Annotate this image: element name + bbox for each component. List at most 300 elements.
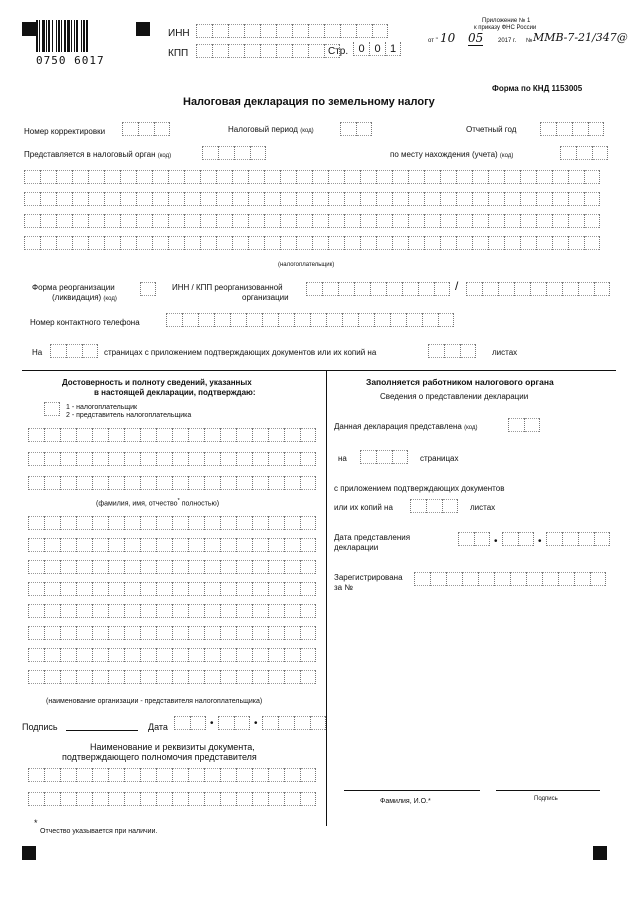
entry-cell[interactable] (520, 170, 536, 184)
entry-cell[interactable] (66, 344, 82, 358)
entry-cell[interactable] (268, 538, 284, 552)
entry-cell[interactable] (280, 236, 296, 250)
entry-cell[interactable] (392, 236, 408, 250)
entry-cell[interactable] (156, 648, 172, 662)
entry-cell[interactable] (280, 170, 296, 184)
entry-cell[interactable] (594, 532, 610, 546)
kpp-cells[interactable] (196, 44, 340, 58)
taxpayer-name-row[interactable] (24, 170, 600, 184)
entry-cell[interactable] (188, 670, 204, 684)
entry-cell[interactable] (308, 24, 324, 38)
entry-cell[interactable] (424, 236, 440, 250)
entry-cell[interactable] (140, 538, 156, 552)
entry-cell[interactable] (250, 146, 266, 160)
entry-cell[interactable] (92, 560, 108, 574)
entry-cell[interactable] (456, 236, 472, 250)
date-day-cells[interactable] (174, 716, 206, 730)
entry-cell[interactable] (558, 572, 574, 586)
entry-cell[interactable] (440, 170, 456, 184)
entry-cell[interactable] (340, 24, 356, 38)
entry-cell[interactable] (328, 236, 344, 250)
entry-cell[interactable] (508, 418, 524, 432)
entry-cell[interactable] (140, 282, 156, 296)
entry-cell[interactable] (462, 572, 478, 586)
entry-cell[interactable] (438, 313, 454, 327)
entry-cell[interactable] (184, 170, 200, 184)
entry-cell[interactable] (92, 768, 108, 782)
entry-cell[interactable] (236, 560, 252, 574)
entry-cell[interactable] (280, 192, 296, 206)
entry-cell[interactable] (414, 572, 430, 586)
entry-cell[interactable] (358, 313, 374, 327)
entry-cell[interactable] (360, 192, 376, 206)
entry-cell[interactable] (284, 670, 300, 684)
reorg-form-cells[interactable] (140, 282, 156, 296)
entry-cell[interactable] (278, 313, 294, 327)
entry-cell[interactable] (502, 532, 518, 546)
entry-cell[interactable] (530, 282, 546, 296)
entry-cell[interactable] (520, 192, 536, 206)
entry-cell[interactable] (252, 626, 268, 640)
entry-cell[interactable] (424, 214, 440, 228)
entry-cell[interactable] (546, 282, 562, 296)
entry-cell[interactable] (234, 146, 250, 160)
entry-cell[interactable] (190, 716, 206, 730)
entry-cell[interactable] (268, 768, 284, 782)
entry-cell[interactable] (108, 648, 124, 662)
entry-cell[interactable] (572, 122, 588, 136)
entry-cell[interactable] (220, 626, 236, 640)
entry-cell[interactable] (584, 192, 600, 206)
entry-cell[interactable] (76, 792, 92, 806)
entry-cell[interactable] (328, 170, 344, 184)
entry-cell[interactable] (326, 313, 342, 327)
entry-cell[interactable] (174, 716, 190, 730)
entry-cell[interactable] (252, 476, 268, 490)
entry-cell[interactable] (108, 582, 124, 596)
entry-cell[interactable] (310, 313, 326, 327)
entry-cell[interactable] (408, 170, 424, 184)
entry-cell[interactable] (428, 344, 444, 358)
entry-cell[interactable] (44, 560, 60, 574)
entry-cell[interactable] (44, 648, 60, 662)
entry-cell[interactable] (560, 146, 576, 160)
entry-cell[interactable] (536, 170, 552, 184)
entry-cell[interactable] (220, 476, 236, 490)
entry-cell[interactable] (374, 313, 390, 327)
entry-cell[interactable] (172, 516, 188, 530)
fio-line[interactable] (344, 790, 480, 791)
entry-cell[interactable] (252, 792, 268, 806)
entry-cell[interactable] (552, 236, 568, 250)
entry-cell[interactable] (24, 192, 40, 206)
entry-cell[interactable] (60, 428, 76, 442)
entry-cell[interactable] (156, 560, 172, 574)
entry-cell[interactable] (92, 648, 108, 662)
entry-cell[interactable] (292, 24, 308, 38)
entry-cell[interactable] (252, 582, 268, 596)
entry-cell[interactable] (236, 516, 252, 530)
entry-cell[interactable] (156, 582, 172, 596)
entry-cell[interactable] (300, 604, 316, 618)
entry-cell[interactable] (360, 236, 376, 250)
entry-cell[interactable] (444, 344, 460, 358)
entry-cell[interactable] (200, 236, 216, 250)
entry-cell[interactable] (72, 192, 88, 206)
entry-cell[interactable] (518, 532, 534, 546)
correction-cells[interactable] (122, 122, 170, 136)
entry-cell[interactable] (212, 44, 228, 58)
entry-cell[interactable] (260, 44, 276, 58)
entry-cell[interactable] (360, 214, 376, 228)
entry-cell[interactable] (232, 192, 248, 206)
entry-cell[interactable] (198, 313, 214, 327)
entry-cell[interactable] (156, 792, 172, 806)
entry-cell[interactable] (28, 626, 44, 640)
org-row[interactable] (28, 670, 316, 684)
entry-cell[interactable] (370, 282, 386, 296)
entry-cell[interactable] (406, 313, 422, 327)
entry-cell[interactable] (196, 24, 212, 38)
entry-cell[interactable] (376, 192, 392, 206)
entry-cell[interactable] (264, 214, 280, 228)
entry-cell[interactable] (236, 626, 252, 640)
entry-cell[interactable] (152, 192, 168, 206)
entry-cell[interactable] (376, 170, 392, 184)
entry-cell[interactable] (124, 604, 140, 618)
entry-cell[interactable] (140, 582, 156, 596)
entry-cell[interactable] (392, 214, 408, 228)
entry-cell[interactable] (424, 170, 440, 184)
entry-cell[interactable] (60, 648, 76, 662)
entry-cell[interactable] (312, 236, 328, 250)
entry-cell[interactable] (308, 44, 324, 58)
entry-cell[interactable] (300, 648, 316, 662)
taxpayer-name-row[interactable] (24, 192, 600, 206)
entry-cell[interactable] (188, 428, 204, 442)
entry-cell[interactable] (138, 122, 154, 136)
entry-cell[interactable] (28, 648, 44, 662)
entry-cell[interactable] (204, 428, 220, 442)
entry-cell[interactable] (306, 282, 322, 296)
entry-cell[interactable] (76, 670, 92, 684)
entry-cell[interactable] (28, 476, 44, 490)
entry-cell[interactable] (262, 313, 278, 327)
tax-authority-cells[interactable] (202, 146, 266, 160)
entry-cell[interactable] (376, 450, 392, 464)
entry-cell[interactable] (590, 572, 606, 586)
entry-cell[interactable] (594, 282, 610, 296)
entry-cell[interactable] (152, 170, 168, 184)
entry-cell[interactable] (328, 214, 344, 228)
entry-cell[interactable] (262, 716, 278, 730)
entry-cell[interactable] (152, 214, 168, 228)
entry-cell[interactable] (108, 670, 124, 684)
entry-cell[interactable] (252, 516, 268, 530)
entry-cell[interactable] (236, 768, 252, 782)
entry-cell[interactable] (300, 516, 316, 530)
entry-cell[interactable] (28, 670, 44, 684)
entry-cell[interactable] (342, 313, 358, 327)
entry-cell[interactable] (440, 236, 456, 250)
entry-cell[interactable] (472, 192, 488, 206)
entry-cell[interactable] (236, 648, 252, 662)
entry-cell[interactable] (60, 516, 76, 530)
org-row[interactable] (28, 582, 316, 596)
entry-cell[interactable] (542, 572, 558, 586)
entry-cell[interactable] (156, 516, 172, 530)
entry-cell[interactable] (220, 560, 236, 574)
entry-cell[interactable] (92, 538, 108, 552)
entry-cell[interactable] (488, 214, 504, 228)
entry-cell[interactable] (172, 648, 188, 662)
registered-cells[interactable] (414, 572, 606, 586)
entry-cell[interactable] (60, 670, 76, 684)
entry-cell[interactable] (284, 648, 300, 662)
entry-cell[interactable] (200, 214, 216, 228)
entry-cell[interactable] (172, 604, 188, 618)
entry-cell[interactable] (120, 236, 136, 250)
entry-cell[interactable] (344, 170, 360, 184)
entry-cell[interactable] (104, 170, 120, 184)
entry-cell[interactable] (466, 282, 482, 296)
entry-cell[interactable] (520, 214, 536, 228)
entry-cell[interactable] (28, 452, 44, 466)
entry-cell[interactable] (120, 170, 136, 184)
entry-cell[interactable] (44, 452, 60, 466)
entry-cell[interactable] (108, 452, 124, 466)
entry-cell[interactable] (540, 122, 556, 136)
entry-cell[interactable] (28, 560, 44, 574)
signature-line-right[interactable] (496, 790, 600, 791)
entry-cell[interactable] (504, 192, 520, 206)
entry-cell[interactable] (104, 236, 120, 250)
entry-cell[interactable] (268, 452, 284, 466)
entry-cell[interactable] (568, 236, 584, 250)
entry-cell[interactable] (28, 428, 44, 442)
entry-cell[interactable] (252, 604, 268, 618)
entry-cell[interactable] (124, 648, 140, 662)
entry-cell[interactable] (456, 214, 472, 228)
date-year-cells[interactable] (262, 716, 326, 730)
entry-cell[interactable] (498, 282, 514, 296)
entry-cell[interactable] (430, 572, 446, 586)
entry-cell[interactable] (156, 768, 172, 782)
entry-cell[interactable] (220, 792, 236, 806)
entry-cell[interactable] (108, 792, 124, 806)
entry-cell[interactable] (44, 792, 60, 806)
entry-cell[interactable] (204, 582, 220, 596)
entry-cell[interactable] (108, 560, 124, 574)
entry-cell[interactable] (296, 214, 312, 228)
entry-cell[interactable] (264, 170, 280, 184)
entry-cell[interactable] (268, 648, 284, 662)
entry-cell[interactable] (220, 516, 236, 530)
entry-cell[interactable] (478, 572, 494, 586)
entry-cell[interactable] (76, 476, 92, 490)
entry-cell[interactable] (172, 560, 188, 574)
entry-cell[interactable] (44, 670, 60, 684)
entry-cell[interactable] (188, 648, 204, 662)
entry-cell[interactable] (592, 146, 608, 160)
fio-row[interactable] (28, 476, 316, 490)
entry-cell[interactable] (248, 192, 264, 206)
entry-cell[interactable] (244, 44, 260, 58)
entry-cell[interactable] (124, 582, 140, 596)
entry-cell[interactable] (92, 792, 108, 806)
entry-cell[interactable] (214, 313, 230, 327)
entry-cell[interactable] (44, 428, 60, 442)
entry-cell[interactable] (216, 236, 232, 250)
entry-cell[interactable] (252, 560, 268, 574)
entry-cell[interactable] (422, 313, 438, 327)
entry-cell[interactable] (284, 626, 300, 640)
sheets-cells[interactable] (428, 344, 476, 358)
reporting-year-cells[interactable] (540, 122, 604, 136)
entry-cell[interactable] (244, 24, 260, 38)
entry-cell[interactable] (284, 538, 300, 552)
entry-cell[interactable] (236, 538, 252, 552)
entry-cell[interactable] (552, 214, 568, 228)
entry-cell[interactable] (44, 604, 60, 618)
entry-cell[interactable] (268, 670, 284, 684)
tax-period-cells[interactable] (340, 122, 372, 136)
entry-cell[interactable] (460, 344, 476, 358)
entry-cell[interactable] (246, 313, 262, 327)
entry-cell[interactable] (204, 604, 220, 618)
entry-cell[interactable] (562, 532, 578, 546)
entry-cell[interactable] (44, 768, 60, 782)
entry-cell[interactable] (188, 452, 204, 466)
entry-cell[interactable] (220, 452, 236, 466)
entry-cell[interactable] (216, 192, 232, 206)
entry-cell[interactable] (228, 44, 244, 58)
entry-cell[interactable] (220, 538, 236, 552)
entry-cell[interactable] (442, 499, 458, 513)
entry-cell[interactable] (60, 560, 76, 574)
entry-cell[interactable] (440, 192, 456, 206)
entry-cell[interactable] (574, 572, 590, 586)
entry-cell[interactable] (578, 532, 594, 546)
entry-cell[interactable] (236, 428, 252, 442)
entry-cell[interactable] (220, 670, 236, 684)
entry-cell[interactable] (124, 768, 140, 782)
entry-cell[interactable] (76, 604, 92, 618)
signer-type-cell[interactable] (44, 402, 60, 416)
pages-cells[interactable] (50, 344, 98, 358)
entry-cell[interactable] (172, 428, 188, 442)
entry-cell[interactable] (284, 452, 300, 466)
entry-cell[interactable] (108, 428, 124, 442)
entry-cell[interactable] (510, 572, 526, 586)
location-cells[interactable] (560, 146, 608, 160)
entry-cell[interactable] (212, 24, 228, 38)
entry-cell[interactable] (156, 428, 172, 442)
entry-cell[interactable] (456, 192, 472, 206)
entry-cell[interactable] (188, 582, 204, 596)
entry-cell[interactable] (28, 792, 44, 806)
entry-cell[interactable] (322, 282, 338, 296)
entry-cell[interactable] (172, 452, 188, 466)
entry-cell[interactable] (248, 214, 264, 228)
entry-cell[interactable] (402, 282, 418, 296)
entry-cell[interactable] (108, 516, 124, 530)
entry-cell[interactable] (200, 192, 216, 206)
entry-cell[interactable] (552, 192, 568, 206)
entry-cell[interactable] (278, 716, 294, 730)
entry-cell[interactable] (188, 476, 204, 490)
entry-cell[interactable] (296, 192, 312, 206)
entry-cell[interactable] (204, 516, 220, 530)
entry-cell[interactable] (514, 282, 530, 296)
entry-cell[interactable] (434, 282, 450, 296)
entry-cell[interactable] (392, 450, 408, 464)
entry-cell[interactable] (294, 716, 310, 730)
entry-cell[interactable] (124, 538, 140, 552)
entry-cell[interactable] (284, 768, 300, 782)
entry-cell[interactable] (386, 282, 402, 296)
entry-cell[interactable] (296, 236, 312, 250)
entry-cell[interactable] (60, 604, 76, 618)
entry-cell[interactable] (284, 476, 300, 490)
entry-cell[interactable] (338, 282, 354, 296)
entry-cell[interactable] (220, 604, 236, 618)
entry-cell[interactable] (268, 604, 284, 618)
entry-cell[interactable] (344, 214, 360, 228)
entry-cell[interactable] (172, 626, 188, 640)
entry-cell[interactable] (356, 122, 372, 136)
entry-cell[interactable] (376, 236, 392, 250)
entry-cell[interactable] (136, 170, 152, 184)
entry-cell[interactable] (268, 560, 284, 574)
entry-cell[interactable] (108, 604, 124, 618)
date-month-cells[interactable] (218, 716, 250, 730)
entry-cell[interactable] (300, 428, 316, 442)
doc-row[interactable] (28, 792, 316, 806)
entry-cell[interactable] (140, 792, 156, 806)
entry-cell[interactable] (264, 236, 280, 250)
entry-cell[interactable] (92, 428, 108, 442)
entry-cell[interactable] (276, 44, 292, 58)
entry-cell[interactable] (376, 214, 392, 228)
org-row[interactable] (28, 604, 316, 618)
entry-cell[interactable] (172, 792, 188, 806)
entry-cell[interactable] (60, 626, 76, 640)
entry-cell[interactable] (140, 670, 156, 684)
entry-cell[interactable] (136, 192, 152, 206)
entry-cell[interactable] (182, 313, 198, 327)
entry-cell[interactable] (60, 792, 76, 806)
entry-cell[interactable] (108, 768, 124, 782)
entry-cell[interactable] (252, 428, 268, 442)
entry-cell[interactable] (188, 792, 204, 806)
entry-cell[interactable] (268, 582, 284, 596)
entry-cell[interactable] (216, 170, 232, 184)
entry-cell[interactable] (124, 560, 140, 574)
entry-cell[interactable] (140, 648, 156, 662)
entry-cell[interactable] (568, 214, 584, 228)
entry-cell[interactable] (188, 626, 204, 640)
entry-cell[interactable] (104, 214, 120, 228)
entry-cell[interactable] (300, 476, 316, 490)
entry-cell[interactable] (168, 170, 184, 184)
entry-cell[interactable] (44, 538, 60, 552)
entry-cell[interactable] (294, 313, 310, 327)
entry-cell[interactable] (264, 192, 280, 206)
entry-cell[interactable] (168, 192, 184, 206)
reorg-kpp-cells[interactable] (466, 282, 610, 296)
entry-cell[interactable] (216, 214, 232, 228)
